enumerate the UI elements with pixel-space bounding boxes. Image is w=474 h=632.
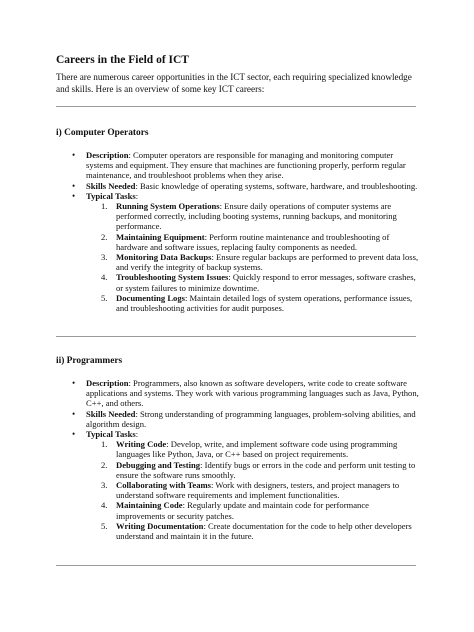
task-label: Maintaining Equipment — [116, 231, 205, 242]
task-text: : Ensure daily operations of computer systems are performed correctly, including booting systems, running backups, and monitoring performance. — [116, 201, 397, 232]
task-text: : Perform routine maintenance and troubleshooting of hardware and software issues, replacing faulty components as needed. — [116, 231, 390, 252]
task-number: 1. — [101, 201, 108, 212]
bullet-skills — [68, 409, 420, 429]
task-label: Debugging and Testing — [116, 459, 201, 470]
tasks-label: Typical Tasks — [86, 429, 136, 440]
task-item — [86, 521, 420, 541]
task-item — [86, 252, 420, 272]
task-number: 3. — [101, 252, 108, 263]
task-number: 4. — [101, 272, 108, 283]
task-label: Maintaining Code — [116, 500, 183, 511]
bullet-tasks — [68, 191, 420, 313]
bullet-dot-icon: • — [72, 408, 76, 419]
task-label: Writing Documentation — [116, 520, 204, 531]
task-item — [86, 232, 420, 252]
task-label: Writing Code — [116, 439, 167, 450]
intro-paragraph: There are numerous career opportunities in the ICT sector, each requiring specialized knowledge and skills. Here is an overview of some key ICT careers: — [56, 72, 412, 94]
task-text: : Work with designers, testers, and project managers to understand software requirements and implement functionalities. — [116, 480, 400, 501]
task-item — [86, 480, 420, 500]
tasks-suffix: : — [135, 190, 139, 201]
skills-text: : Basic knowledge of operating systems, software, hardware, and troubleshooting. — [135, 180, 418, 191]
task-number: 3. — [101, 480, 108, 491]
task-text: : Regularly update and maintain code for performance improvements or security patches. — [116, 500, 369, 521]
task-number: 1. — [101, 439, 108, 450]
task-text: : Quickly respond to error messages, software crashes, or system failures to minimize downtime. — [116, 272, 416, 293]
task-item — [86, 460, 420, 480]
task-number: 5. — [101, 292, 108, 303]
task-number: 2. — [101, 231, 108, 242]
skills-text: : Strong understanding of programming languages, problem-solving abilities, and algorithm design. — [86, 408, 416, 429]
description-label: Description — [86, 150, 129, 160]
task-item — [86, 201, 420, 232]
task-number: 2. — [101, 459, 108, 470]
document-title: Careers in the Field of ICT — [56, 54, 189, 66]
section-heading-computer-operators: i) Computer Operators — [56, 128, 149, 138]
bullet-skills — [68, 181, 420, 191]
tasks-label: Typical Tasks — [86, 190, 136, 201]
section-programmers — [68, 378, 420, 541]
bullet-dot-icon: • — [72, 378, 76, 388]
divider — [56, 565, 416, 566]
task-label: Troubleshooting System Issues — [116, 272, 229, 283]
section-computer-operators — [68, 150, 420, 313]
task-list — [86, 201, 420, 313]
task-label: Documenting Logs — [116, 292, 185, 303]
tasks-suffix: : — [135, 429, 139, 440]
task-number: 5. — [101, 520, 108, 531]
task-item — [86, 439, 420, 459]
task-label: Running System Operations — [116, 201, 220, 212]
task-number: 4. — [101, 500, 108, 511]
task-label: Collaborating with Teams — [116, 480, 212, 491]
skills-label: Skills Needed — [86, 408, 136, 419]
description-label: Description — [86, 378, 129, 388]
skills-label: Skills Needed — [86, 180, 136, 191]
task-label: Monitoring Data Backups — [116, 252, 212, 263]
bullet-description — [68, 378, 420, 409]
bullet-dot-icon: • — [72, 429, 76, 440]
description-text: : Computer operators are responsible for managing and monitoring computer systems and equipment. They ensure that machines are functioning properly, perform regular maintenance, and troubleshoot problems when they arise. — [86, 150, 406, 181]
divider — [56, 336, 416, 337]
task-text: : Develop, write, and implement software code using programming languages like Python, Java, or C++ based on project requirements. — [116, 439, 398, 460]
task-item — [86, 272, 420, 292]
description-text: : Programmers, also known as software developers, write code to create software applications and systems. They work with various programming languages such as Java, Python, C++, and others. — [86, 378, 419, 409]
task-item — [86, 293, 420, 313]
task-text: : Create documentation for the code to help other developers understand and maintain it in the future. — [116, 520, 412, 542]
section-heading-programmers: ii) Programmers — [56, 356, 123, 366]
bullet-dot-icon: • — [72, 150, 76, 160]
task-text: : Maintain detailed logs of system operations, performance issues, and troubleshooting activities for audit purposes. — [116, 292, 413, 314]
divider — [56, 106, 416, 107]
task-item — [86, 500, 420, 520]
bullet-tasks — [68, 429, 420, 541]
task-text: : Ensure regular backups are performed to prevent data loss, and verify the integrity of backup systems. — [116, 252, 419, 273]
bullet-dot-icon: • — [72, 180, 76, 191]
task-list — [86, 439, 420, 541]
bullet-dot-icon: • — [72, 190, 76, 201]
bullet-description — [68, 150, 420, 181]
task-text: : Identify bugs or errors in the code and perform unit testing to ensure the software runs smoothly. — [116, 459, 416, 480]
